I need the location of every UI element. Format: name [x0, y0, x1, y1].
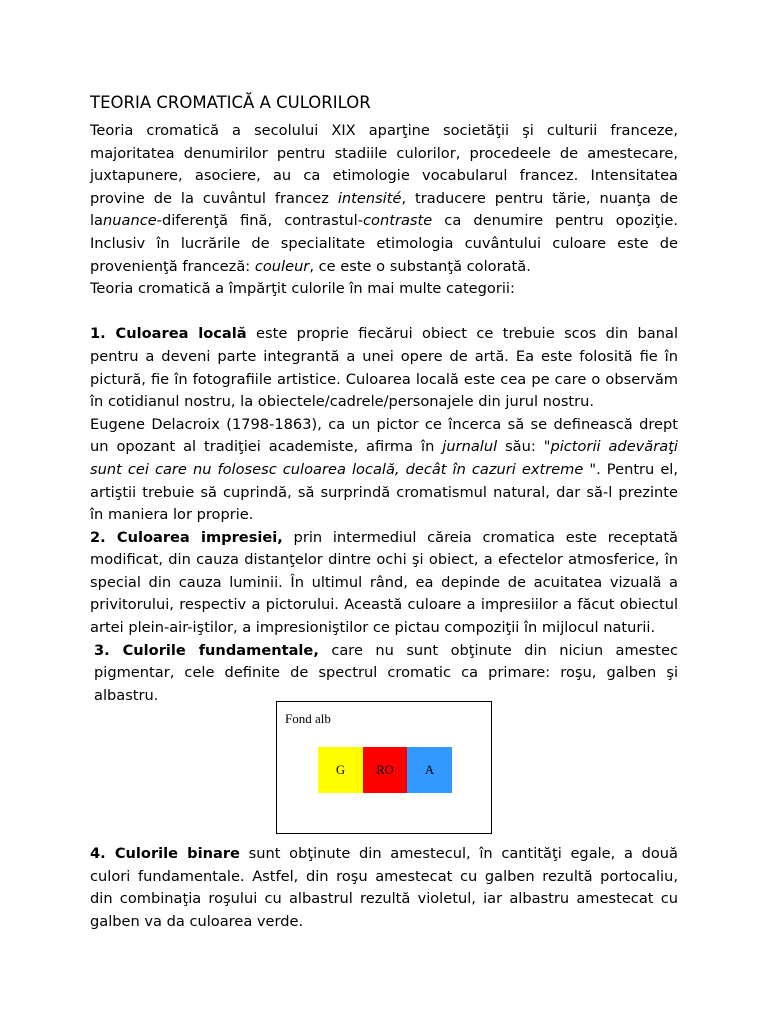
blue-swatch: A: [407, 747, 452, 793]
intro-paragraph: Teoria cromatică a secolului XIX aparţine societăţii şi culturii franceze, majoritatea denumirilor pentru stadiile culorilor, procedeele de amestecare, juxtapunere, asociere, au ca etimologie vocabularul francez. Intensitatea provine de la cuvântul francez intensité, traducere pentru tărie, nuanţa de lanuance-diferenţă fină, contrastul-contraste ca denumire pentru opoziţie. Inclusiv în lucrările de specialitate etimologia cuvântului culoare este de provenienţă franceză: couleur, ce este o substanţă colorată.: [90, 122, 678, 275]
red-swatch: RO: [363, 747, 407, 793]
section-heading: 4. Culorile binare: [90, 845, 240, 862]
section-binary-colors: 4. Culorile binare sunt obţinute din amestecul, în cantităţi egale, a două culori fundamentale. Astfel, din roşu amestecat cu galben rezultă portocaliu, din combinaţia roşului cu albastrul rezultă violetul, iar albastru amestecat cu galben va da culoarea verde.: [90, 845, 678, 930]
figure-label: Fond alb: [285, 711, 331, 726]
binary-block: [90, 843, 678, 933]
yellow-swatch: G: [318, 747, 363, 793]
section-impression-color: 2. Culoarea impresiei, prin intermediul căreia cromatica este receptată modificat, din cauza distanţelor dintre ochi şi obiect, a efectelor atmosferice, în special din cauza luminii. În ultimul rând, ea depinde de acuitatea vizuală a privitorului, respectiv a pictorului. Această culoare a impresiilor a făcut obiectul artei plein-air-iştilor, a impresioniştilor ce pictau compoziţii în mijlocul naturii.: [90, 528, 678, 637]
section-heading: 3. Culorile fundamentale,: [94, 641, 319, 659]
intro-block: [90, 120, 678, 707]
section-fundamental-colors: 3. Culorile fundamentale, care nu sunt obţinute din niciun amestec pigmentar, cele definite de spectrul cromatic ca primare: roşu, galben şi albastru.: [94, 641, 678, 704]
section-local-color: 1. Culoarea locală este proprie fiecărui obiect ce trebuie scos din banal pentru a deveni parte integrantă a unei opere de artă. Ea este folosită fie în pictură, fie în fotografiile artistice. Culoarea locală este cea pe care o observăm în cotidianul nostru, la obiectele/cadrele/personajele din jurul nostru.: [90, 325, 678, 411]
categories-intro: Teoria cromatică a împărţit culorile în mai multe categorii:: [90, 280, 515, 298]
section-heading: 1. Culoarea locală: [90, 325, 247, 343]
page-title: TEORIA CROMATICĂ A CULORILOR: [90, 93, 371, 112]
primary-colors-figure: [276, 701, 492, 834]
section-heading: 2. Culoarea impresiei,: [90, 528, 283, 546]
delacroix-quote: "pictorii adevăraţi sunt cei care nu folosesc culoarea locală, decât în cazuri extreme: [90, 438, 678, 478]
delacroix-paragraph: Eugene Delacroix (1798-1863), ca un pictor ce încerca să se definească drept un opozant al tradiţiei academiste, afirma în jurnalul său: "pictorii adevăraţi sunt cei care nu folosesc culoarea locală, decât în cazuri extreme ". Pentru el, artiştii trebuie să cuprindă, să surprindă cromatismul natural, dar să-l prezinte în maniera lor proprie.: [90, 415, 678, 524]
